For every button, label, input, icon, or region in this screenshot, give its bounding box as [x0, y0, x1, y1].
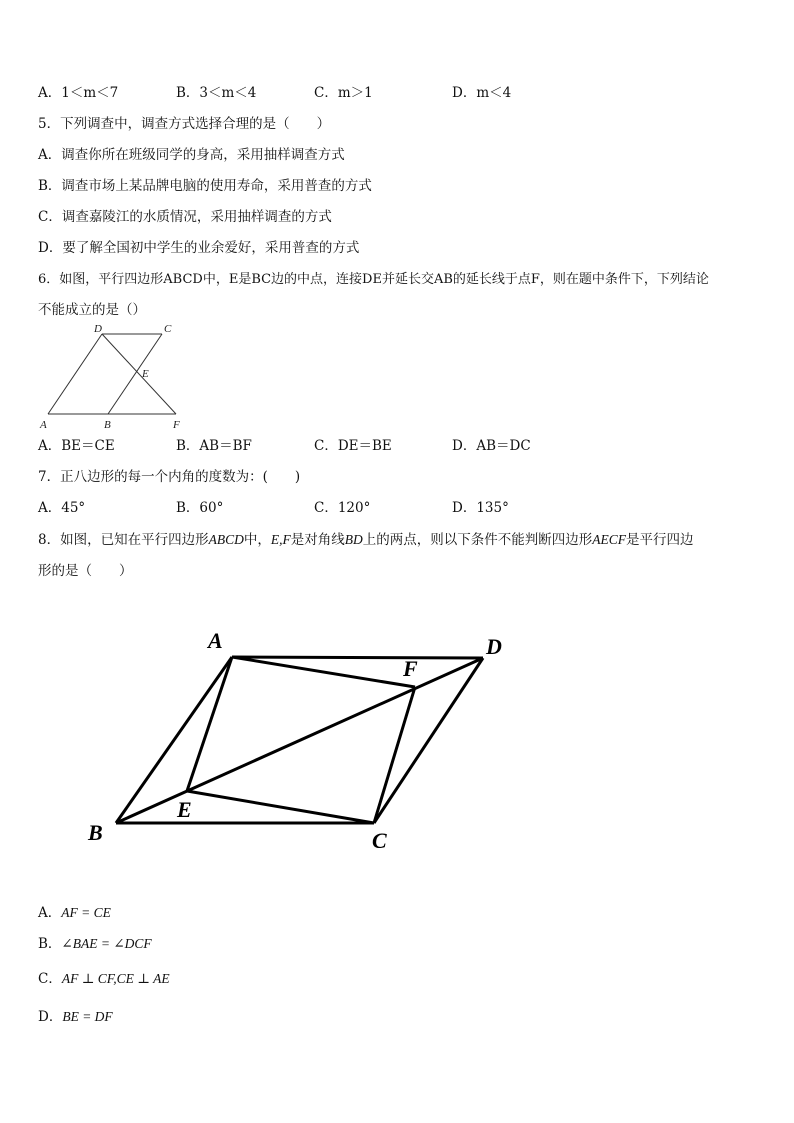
q5-option-d: D．要了解全国初中学生的业余爱好，采用普查的方式 [38, 240, 360, 256]
q8-label-f: F [403, 656, 418, 681]
q8-label-c: C [372, 828, 387, 853]
q6-label-c: C [164, 323, 172, 335]
q6-option-c: C．DE＝BE [314, 438, 392, 454]
q5-option-a: A．调查你所在班级同学的身高，采用抽样调查方式 [38, 147, 345, 163]
q6-label-a: A [40, 419, 47, 431]
q8-stem-mid2: 是对角线 [290, 532, 345, 548]
q8-option-b [38, 935, 152, 953]
q4-option-d: D．m＜4 [452, 85, 512, 101]
q4-option-a: A．1＜m＜7 [38, 85, 119, 101]
q7-option-a: A．45° [38, 500, 86, 516]
q5-option-c: C．调查嘉陵江的水质情况，采用抽样调查的方式 [38, 209, 332, 225]
q4-option-b: B．3＜m＜4 [176, 85, 257, 101]
q8-stem-line1 [38, 531, 693, 549]
q8-segment-fa [232, 657, 415, 687]
q6-segment-cb [108, 334, 162, 414]
q8-option-b-math: ∠BAE = ∠DCF [61, 936, 152, 951]
q8-segment-ec [187, 791, 374, 823]
q6-segment-ad [48, 334, 102, 414]
q8-option-b-prefix: B． [38, 936, 62, 952]
q8-option-a [38, 904, 111, 922]
q7-stem: 7．正八边形的每一个内角的度数为：( ) [38, 469, 301, 485]
q5-option-b: B．调查市场上某品牌电脑的使用寿命，采用普查的方式 [38, 178, 372, 194]
q6-label-f: F [173, 419, 180, 431]
q8-figure [80, 620, 520, 860]
q8-option-a-prefix: A． [38, 905, 62, 921]
q7-option-b: B．60° [176, 500, 224, 516]
q8-stem-ef: E,F [270, 532, 291, 547]
q8-stem-prefix: 8．如图，已知在平行四边形 [38, 532, 209, 548]
q6-segment-df [102, 334, 176, 414]
q8-label-b: B [88, 820, 103, 845]
q8-option-c [38, 970, 170, 988]
q6-label-b: B [104, 419, 111, 431]
q5-stem: 5．下列调查中，调查方式选择合理的是（ ） [38, 116, 331, 132]
q6-figure [36, 322, 196, 432]
q8-label-e: E [177, 797, 192, 822]
q8-stem-mid1: 中， [243, 532, 271, 548]
q8-label-a: A [208, 628, 223, 653]
q8-label-d: D [486, 634, 502, 659]
q8-stem-bd: BD [344, 532, 363, 547]
q7-option-d: D．135° [452, 500, 509, 516]
q8-option-d-math: BE = DF [62, 1009, 113, 1024]
q8-stem-mid3: 上的两点，则以下条件不能判断四边形 [362, 532, 593, 548]
q6-label-e: E [142, 368, 149, 380]
q6-stem-line1: 6．如图，平行四边形ABCD中，E是BC边的中点，连接DE并延长交AB的延长线于点F，则在题中条件下，下列结论 [38, 272, 709, 287]
q8-option-c-math: AF ⊥ CF,CE ⊥ AE [61, 971, 170, 986]
q6-label-d: D [94, 323, 102, 335]
q8-stem-aecf: AECF [592, 532, 626, 547]
q8-option-c-prefix: C． [38, 971, 62, 987]
q8-option-a-math: AF = CE [61, 905, 111, 920]
q8-stem-suffix: 是平行四边 [625, 532, 694, 548]
q8-segment-cf [374, 687, 415, 823]
q8-stem-abcd: ABCD [208, 532, 244, 547]
q6-option-a: A．BE＝CE [38, 438, 115, 454]
q7-option-c: C．120° [314, 500, 371, 516]
q8-stem-line2: 形的是（ ） [38, 563, 133, 579]
q8-option-d-prefix: D． [38, 1009, 63, 1025]
q8-option-d [38, 1008, 113, 1026]
q8-segment-ae [187, 657, 232, 791]
q4-option-c: C．m＞1 [314, 85, 373, 101]
q6-option-b: B．AB＝BF [176, 438, 252, 454]
q8-segment-ad [232, 657, 483, 658]
q6-stem-line2: 不能成立的是（） [38, 302, 146, 318]
q6-option-d: D．AB＝DC [452, 438, 531, 454]
